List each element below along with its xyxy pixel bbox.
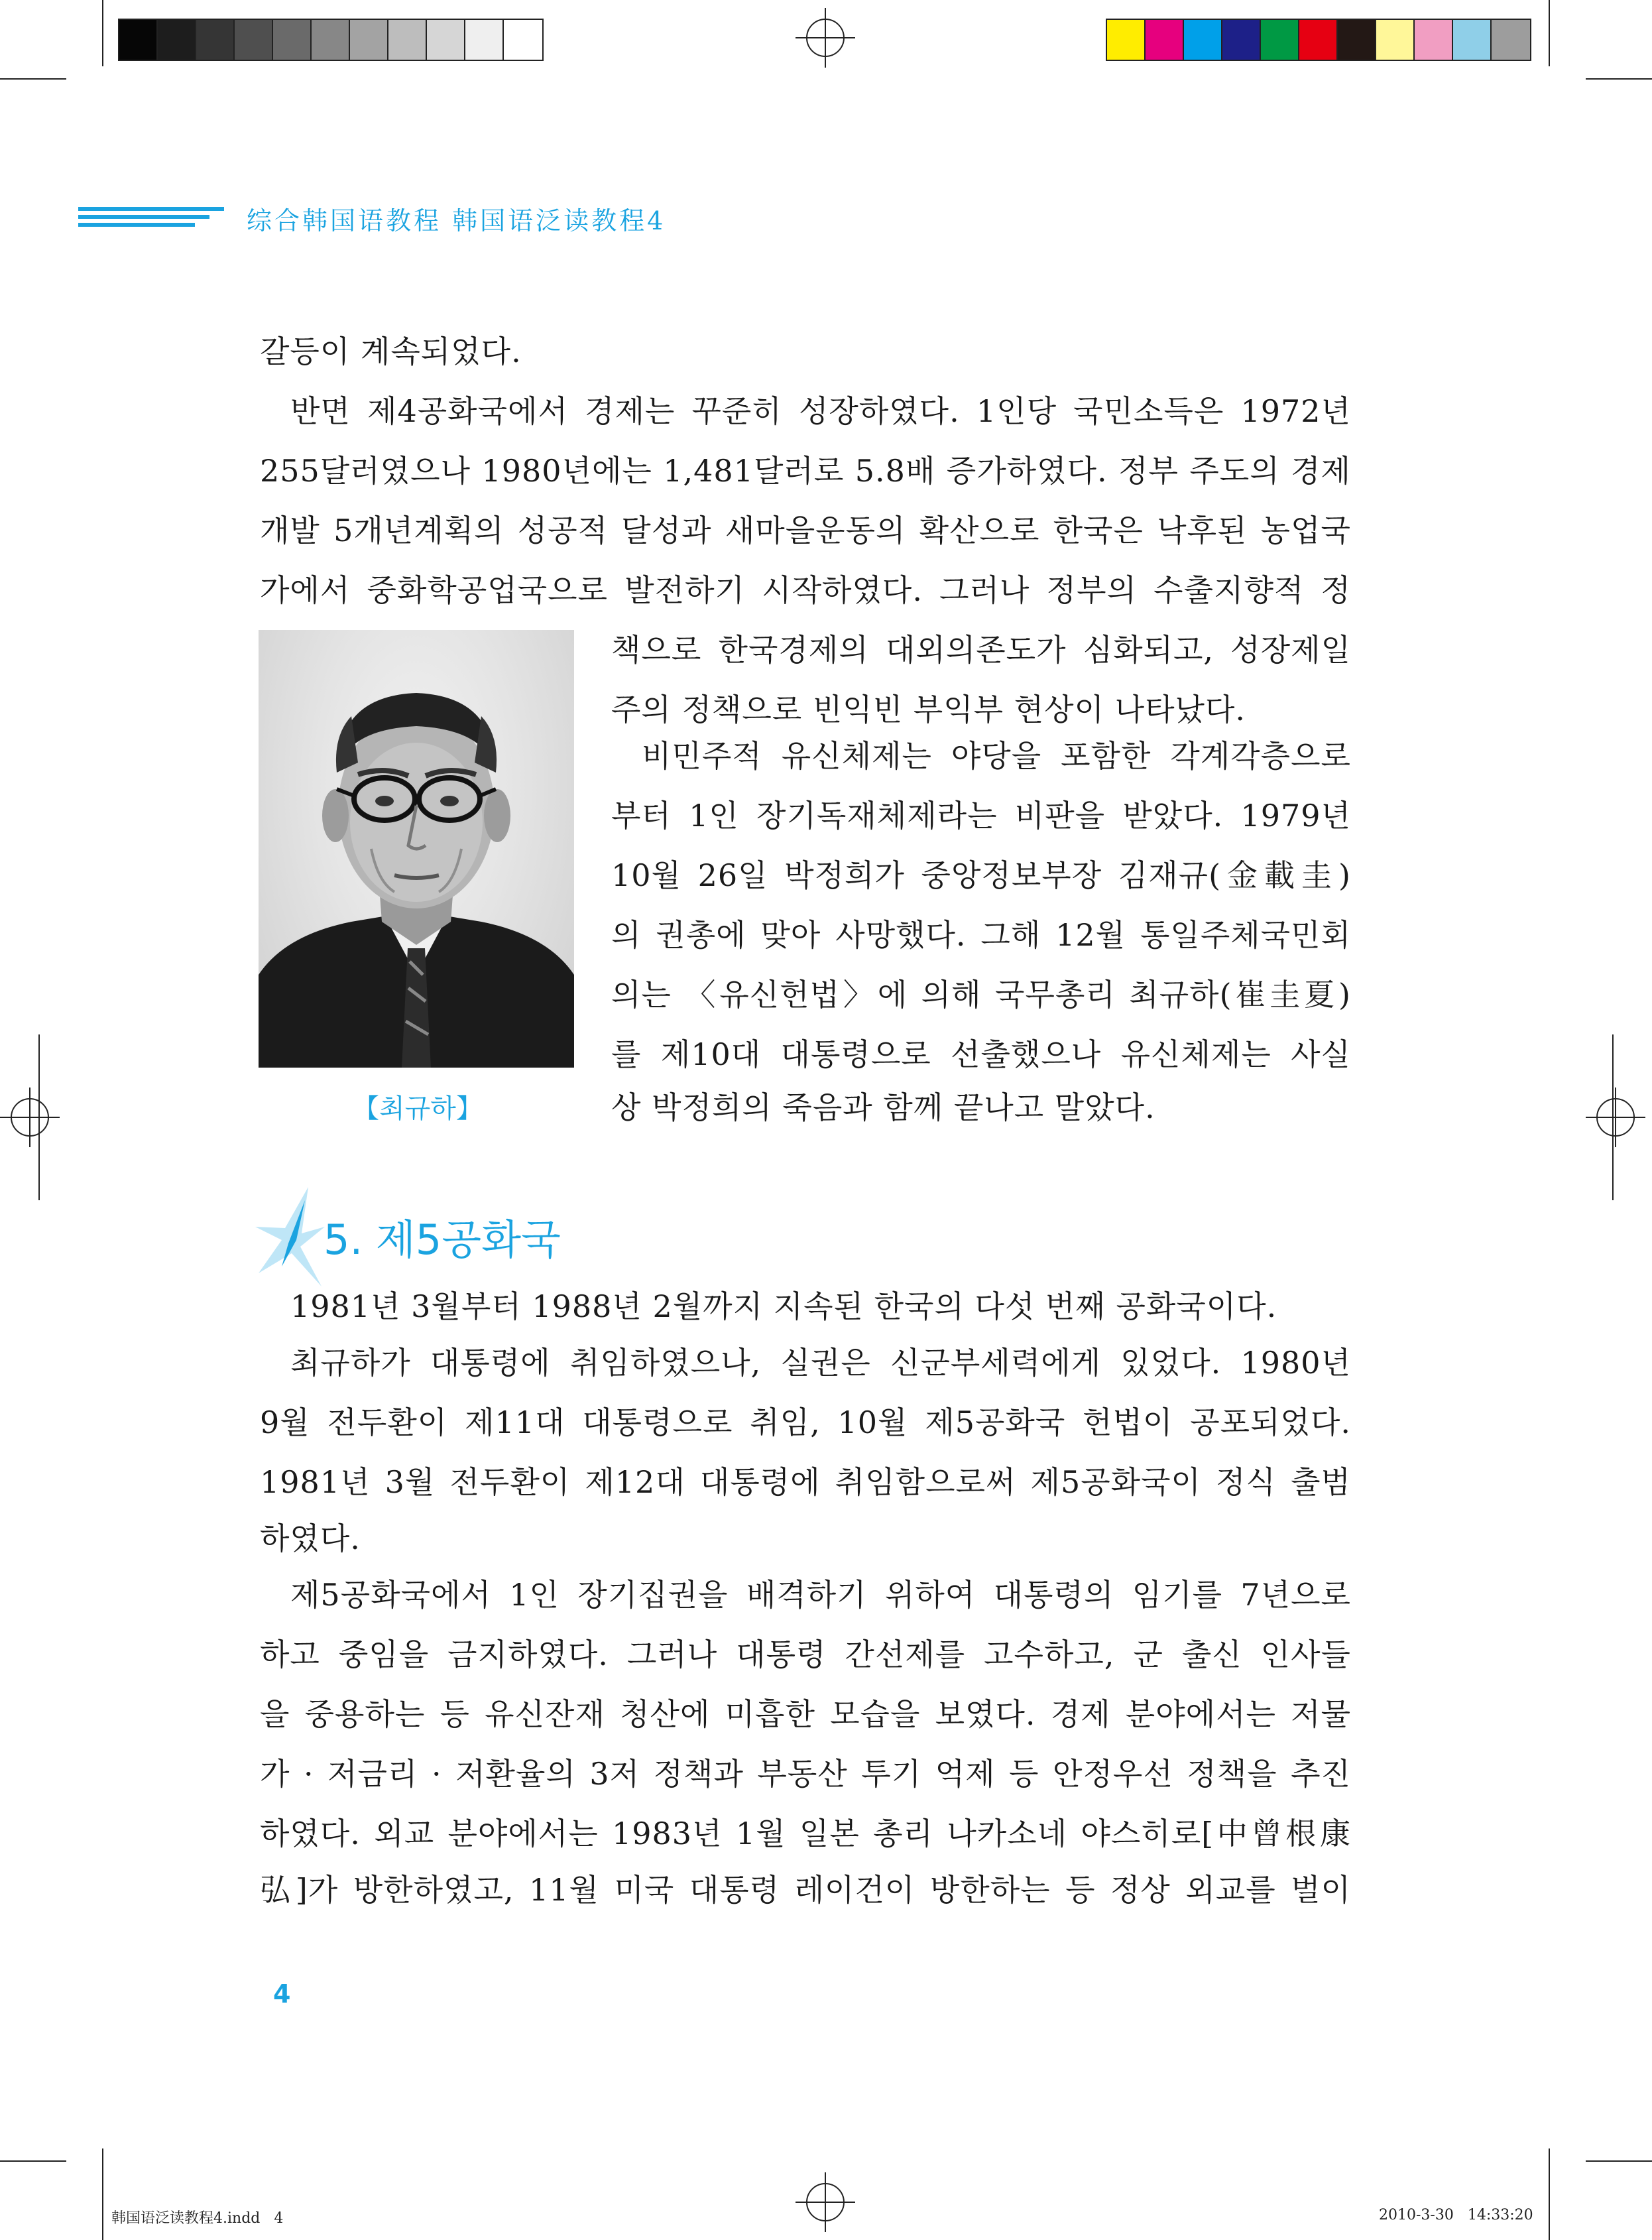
crop-mark xyxy=(1612,1034,1614,1200)
crop-mark xyxy=(0,78,66,80)
color-swatch xyxy=(119,20,158,60)
color-swatch xyxy=(1261,20,1299,60)
crop-mark xyxy=(1586,2160,1652,2162)
text-line: 를 제10대 대통령으로 선출했으나 유신체제는 사실 xyxy=(611,1036,1351,1072)
color-swatch xyxy=(350,20,388,60)
crop-mark xyxy=(38,1034,40,1200)
star-swoosh-icon xyxy=(255,1187,325,1286)
crop-mark xyxy=(1586,78,1652,80)
slug-timestamp: 2010-3-30 14:33:20 xyxy=(1379,2207,1533,2223)
header-accent-bars xyxy=(78,207,224,231)
text-line: 하였다. 외교 분야에서는 1983년 1월 일본 총리 나카소네 야스히로[中曾根康 xyxy=(260,1816,1351,1851)
color-swatch xyxy=(1146,20,1184,60)
section-title: 5. 제5공화국 xyxy=(324,1215,561,1264)
text-line: 10월 26일 박정희가 중앙정보부장 김재규(金載圭) xyxy=(611,857,1351,893)
text-line: 부터 1인 장기독재체제라는 비판을 받았다. 1979년 xyxy=(611,798,1351,834)
text-line: 제5공화국에서 1인 장기집권을 배격하기 위하여 대통령의 임기를 7년으로 xyxy=(290,1577,1351,1613)
text-line: 갈등이 계속되었다. xyxy=(260,334,522,369)
text-line: 최규하가 대통령에 취임하였으나, 실권은 신군부세력에게 있었다. 1980년 xyxy=(290,1345,1351,1381)
color-swatch xyxy=(1338,20,1376,60)
text-line: 가 · 저금리 · 저환율의 3저 정책과 부동산 투기 억제 등 안정우선 정책을 추진 xyxy=(260,1756,1351,1792)
crop-mark xyxy=(102,2148,103,2240)
color-swatch xyxy=(1415,20,1453,60)
text-line: 1981년 3월 전두환이 제12대 대통령에 취임함으로써 제5공화국이 정식 출범 xyxy=(260,1464,1351,1500)
text-line: 弘]가 방한하였고, 11월 미국 대통령 레이건이 방한하는 등 정상 외교를 벌이 xyxy=(260,1872,1351,1908)
photo-caption: 【최규하】 xyxy=(353,1093,483,1124)
color-swatch xyxy=(158,20,196,60)
grayscale-color-bar xyxy=(118,19,544,61)
text-line: 하고 중임을 금지하였다. 그러나 대통령 간선제를 고수하고, 군 출신 인사들 xyxy=(260,1637,1351,1672)
running-title: 综合韩国语教程 韩国语泛读教程4 xyxy=(247,206,666,235)
text-line: 가에서 중화학공업국으로 발전하기 시작하였다. 그러나 정부의 수출지향적 정 xyxy=(260,572,1351,608)
registration-mark-icon xyxy=(796,8,855,68)
registration-mark-icon xyxy=(1586,1088,1645,1147)
color-swatch xyxy=(388,20,427,60)
color-swatch xyxy=(196,20,235,60)
color-swatch xyxy=(465,20,504,60)
color-swatch xyxy=(1184,20,1222,60)
crop-mark xyxy=(102,0,103,66)
text-line: 책으로 한국경제의 대외의존도가 심화되고, 성장제일 xyxy=(611,632,1351,668)
portrait-photo xyxy=(259,630,574,1068)
text-line: 비민주적 유신체제는 야당을 포함한 각계각층으로 xyxy=(642,738,1351,774)
text-line: 의 권총에 맞아 사망했다. 그해 12월 통일주체국민회 xyxy=(611,917,1351,953)
color-swatch xyxy=(1492,20,1530,60)
text-line: 하였다. xyxy=(260,1521,361,1556)
color-swatch xyxy=(1376,20,1415,60)
text-line: 개발 5개년계획의 성공적 달성과 새마을운동의 확산으로 한국은 낙후된 농업국 xyxy=(260,513,1351,548)
crop-mark xyxy=(0,2160,66,2162)
text-line: 9월 전두환이 제11대 대통령으로 취임, 10월 제5공화국 헌법이 공포되었다. xyxy=(260,1404,1351,1440)
text-line: 을 중용하는 등 유신잔재 청산에 미흡한 모습을 보였다. 경제 분야에서는 저물 xyxy=(260,1696,1351,1732)
registration-mark-icon xyxy=(796,2172,855,2232)
registration-mark-icon xyxy=(0,1088,60,1147)
color-swatch xyxy=(235,20,273,60)
text-line: 주의 정책으로 빈익빈 부익부 현상이 나타났다. xyxy=(611,692,1246,727)
color-swatch xyxy=(273,20,312,60)
text-line: 상 박정희의 죽음과 함께 끝나고 말았다. xyxy=(611,1089,1155,1125)
text-line: 255달러였으나 1980년에는 1,481달러로 5.8배 증가하였다. 정부 주도의 경제 xyxy=(260,453,1351,489)
text-line: 의는 〈유신헌법〉에 의해 국무총리 최규하(崔圭夏) xyxy=(611,977,1351,1013)
color-swatch xyxy=(1107,20,1146,60)
color-swatch xyxy=(1299,20,1338,60)
slug-file-info: 韩国语泛读教程4.indd 4 xyxy=(111,2210,284,2227)
color-swatch xyxy=(427,20,465,60)
crop-mark xyxy=(1549,2148,1550,2240)
crop-mark xyxy=(1549,0,1550,66)
color-swatch xyxy=(312,20,350,60)
process-color-bar xyxy=(1106,19,1531,61)
text-line: 반면 제4공화국에서 경제는 꾸준히 성장하였다. 1인당 국민소득은 1972년 xyxy=(290,393,1351,429)
color-swatch xyxy=(1453,20,1492,60)
text-line: 1981년 3월부터 1988년 2월까지 지속된 한국의 다섯 번째 공화국이다. xyxy=(290,1288,1277,1324)
color-swatch xyxy=(1222,20,1261,60)
portrait-photo-icon xyxy=(259,630,574,1068)
color-swatch xyxy=(504,20,542,60)
page-number: 4 xyxy=(273,1979,291,2009)
